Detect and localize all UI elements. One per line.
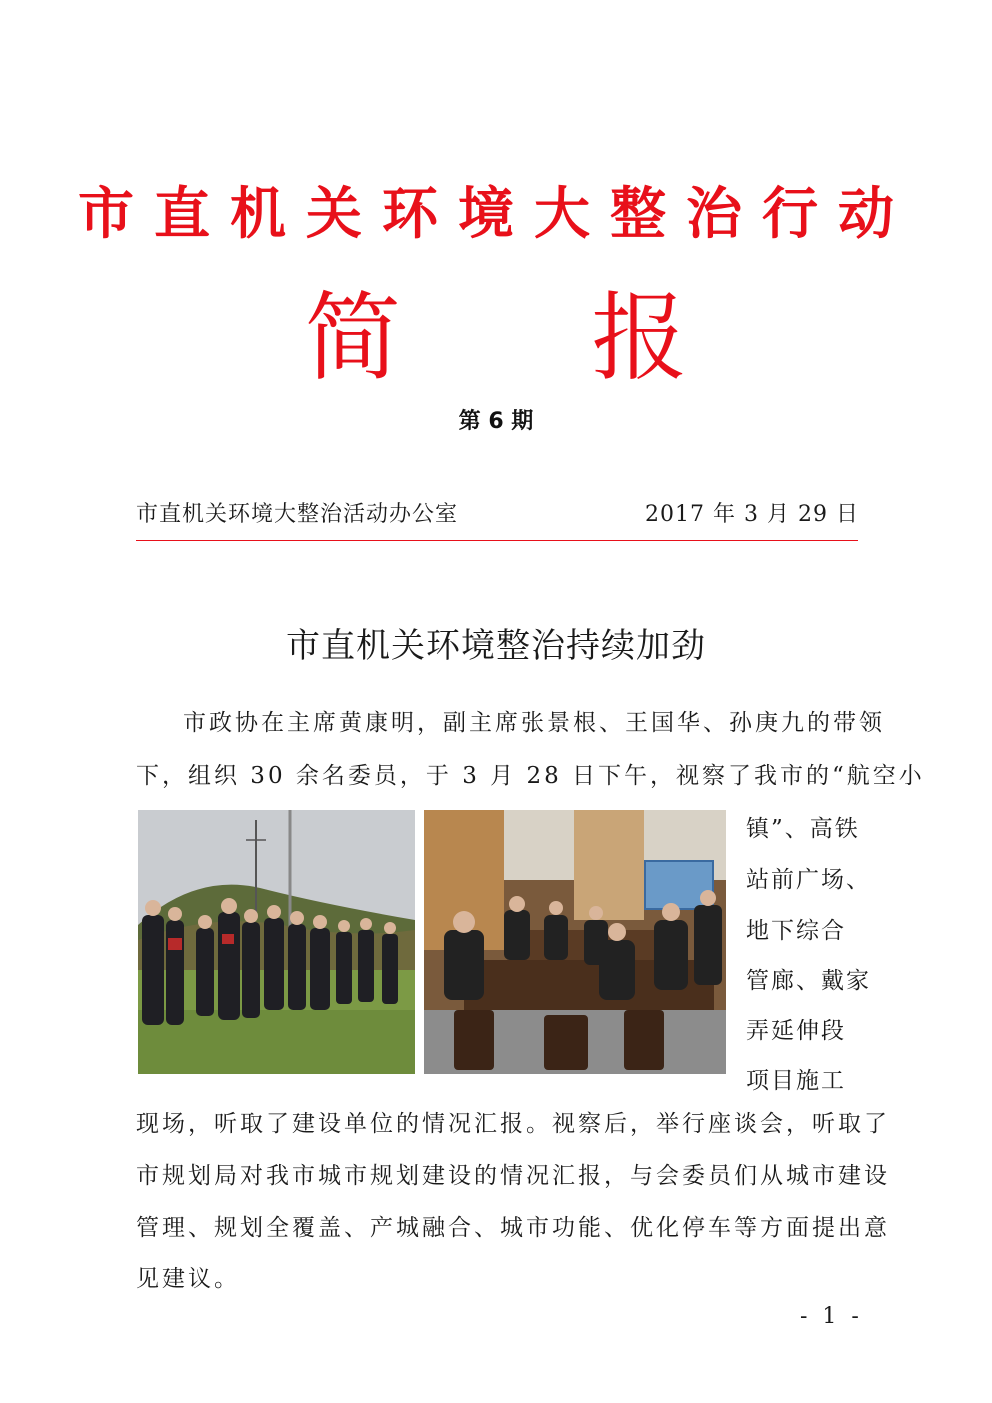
- side-text-line: 弄延伸段: [746, 1018, 846, 1044]
- brief-title: 简 报: [304, 282, 768, 394]
- site-visit-photo: [138, 810, 415, 1074]
- side-text-line: 项目施工: [746, 1068, 846, 1094]
- article-headline: 市直机关环境整治持续加劲: [286, 626, 706, 666]
- paragraph-line: 市政协在主席黄康明，副主席张景根、王国华、孙庚九的带领: [183, 710, 885, 736]
- side-text-line: 镇”、高铁: [746, 816, 860, 842]
- page-number: - 1 -: [800, 1304, 863, 1329]
- side-text-line: 地下综合: [746, 918, 846, 944]
- paragraph-line: 市规划局对我市城市规划建设的情况汇报，与会委员们从城市建设: [136, 1163, 890, 1189]
- side-text-line: 站前广场、: [746, 867, 871, 893]
- red-divider: [136, 540, 858, 541]
- masthead-title: 市直机关环境大整治行动: [78, 181, 914, 247]
- paragraph-line: 管理、规划全覆盖、产城融合、城市功能、优化停车等方面提出意: [136, 1215, 890, 1241]
- issue-date: 2017 年 3 月 29 日: [645, 502, 859, 527]
- side-text-line: 管廊、戴家: [746, 968, 871, 994]
- paragraph-line: 下，组织 30 余名委员，于 3 月 28 日下午，视察了我市的“航空小: [136, 763, 925, 789]
- paragraph-line: 现场，听取了建设单位的情况汇报。视察后，举行座谈会，听取了: [136, 1111, 890, 1137]
- meeting-photo: [424, 810, 726, 1074]
- issuing-office: 市直机关环境大整治活动办公室: [136, 502, 459, 527]
- paragraph-line: 见建议。: [136, 1266, 240, 1292]
- issue-number: 第 6 期: [458, 409, 534, 434]
